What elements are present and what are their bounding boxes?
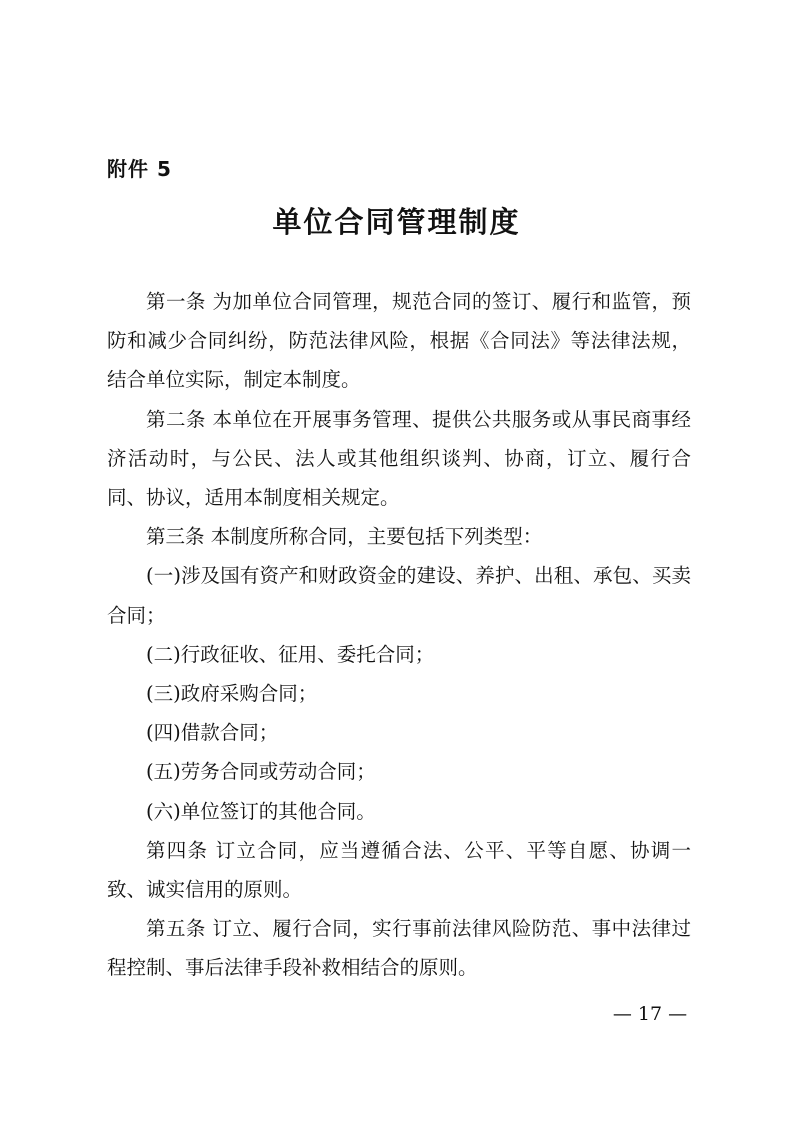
list-item-1: (一)涉及国有资产和财政资金的建设、养护、出租、承包、买卖合同； [107, 564, 691, 627]
list-item-6: (六)单位签订的其他合同。 [146, 799, 376, 823]
article-4: 第四条 订立合同，应当遵循合法、公平、平等自愿、协调一致、诚实信用的原则。 [107, 838, 691, 902]
article-5: 第五条 订立、履行合同，实行事前法律风险防范、事中法律过程控制、事后法律手段补救相结合的原则。 [107, 917, 691, 980]
article-2: 第二条 本单位在开展事务管理、提供公共服务或从事民商事经济活动时，与公民、法人或其他组织谈判、协商，订立、履行合同、协议，适用本制度相关规定。 [107, 407, 691, 510]
list-item-4: (四)借款合同； [146, 721, 279, 745]
page-number: — 17 — [612, 1003, 688, 1025]
article-1: 第一条 为加单位合同管理，规范合同的签订、履行和监管，预防和减少合同纠纷，防范法律风险，根据《合同法》等法律法规，结合单位实际，制定本制度。 [107, 290, 691, 392]
article-3: 第三条 本制度所称合同，主要包括下列类型： [146, 525, 543, 549]
attachment-label: 附件 5 [107, 157, 172, 181]
list-item-5: (五)劳务合同或劳动合同； [146, 760, 376, 784]
list-item-3: (三)政府采购合同； [146, 682, 318, 706]
list-item-2: (二)行政征收、征用、委托合同； [146, 642, 435, 666]
document-body [107, 282, 691, 988]
document-title: 单位合同管理制度 [272, 205, 521, 239]
